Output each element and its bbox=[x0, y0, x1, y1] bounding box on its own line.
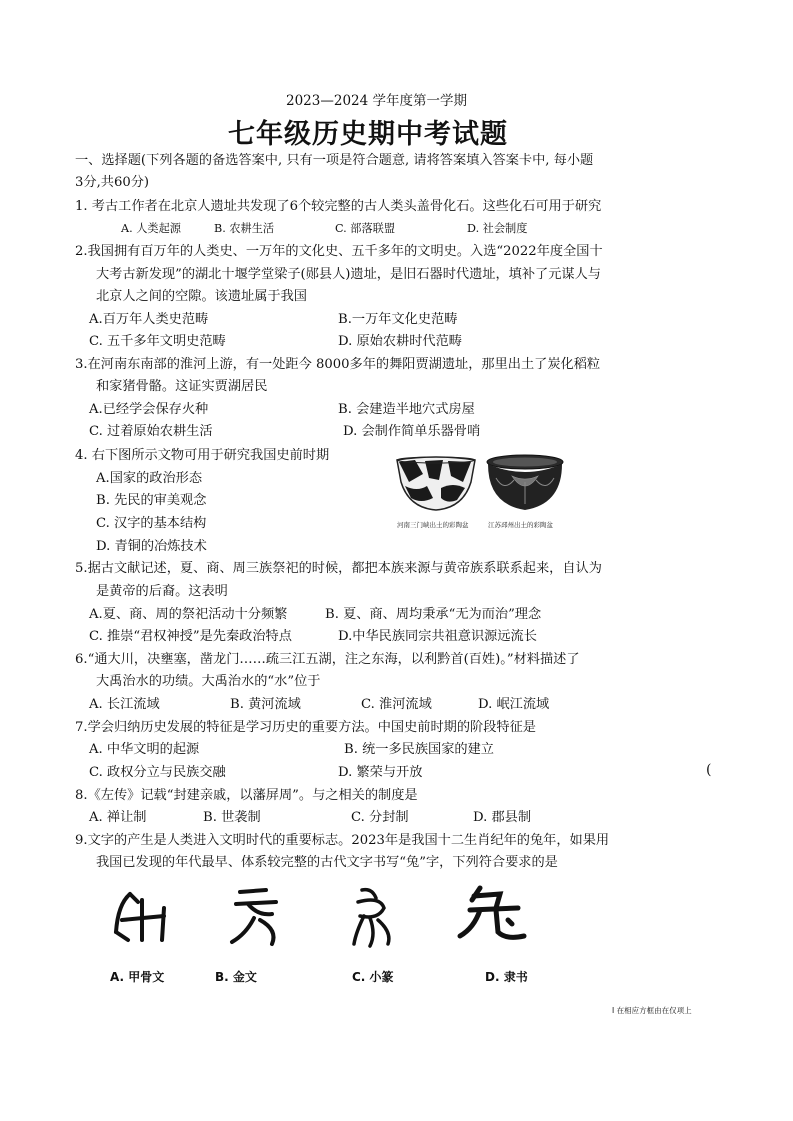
q4-option-c: C. 汉字的基本结构 bbox=[96, 516, 207, 531]
q6-option-a: A. 长江流域 bbox=[89, 697, 160, 712]
q7-option-d: D. 繁荣与开放 bbox=[338, 765, 423, 780]
q5-option-b: B. 夏、商、周均秉承“无为而治”理念 bbox=[325, 607, 542, 622]
q2-option-d: D. 原始农耕时代范畴 bbox=[338, 334, 462, 349]
pottery-basin-1-image bbox=[393, 452, 479, 518]
q1-option-c: C. 部落联盟 bbox=[335, 222, 396, 235]
q6-option-b: B. 黄河流域 bbox=[230, 697, 301, 712]
q5-option-c: C. 推崇“君权神授”是先秦政治特点 bbox=[89, 629, 292, 644]
q1-stem: 1. 考古工作者在北京人遗址共发现了6个较完整的古人类头盖骨化石。这些化石可用于研究 bbox=[75, 199, 602, 214]
q2-stem-line3: 北京人之间的空隙。该遗址属于我国 bbox=[96, 289, 307, 304]
q8-option-a: A. 禅让制 bbox=[89, 810, 147, 825]
rabbit-glyphs-figure bbox=[108, 880, 548, 960]
q7-option-b: B. 统一多民族国家的建立 bbox=[344, 742, 494, 757]
q1-option-a: A. 人类起源 bbox=[121, 222, 181, 235]
q6-stem-line1: 6.“通大川，决壅塞，凿龙门……疏三江五湖，注之东海，以利黔首(百姓)。”材料描述了 bbox=[75, 652, 580, 667]
q8-option-d: D. 郡县制 bbox=[473, 810, 532, 825]
q2-stem-line2: 大考古新发现”的湖北十堰学堂梁子(郧县人)遗址，是旧石器时代遗址，填补了元谋人与 bbox=[96, 267, 601, 282]
q5-stem-line1: 5.据古文献记述，夏、商、周三族祭祀的时候，都把本族来源与黄帝族系联系起来，自认为 bbox=[75, 561, 602, 576]
q8-option-c: C. 分封制 bbox=[351, 810, 409, 825]
section-instruction-line2: 3分,共60分) bbox=[75, 175, 150, 190]
q8-option-b: B. 世袭制 bbox=[203, 810, 261, 825]
q4-option-d: D. 青铜的冶炼技术 bbox=[96, 539, 207, 554]
page-title: 七年级历史期中考试题 bbox=[228, 119, 508, 150]
footer-note: I 在相应方框由在仅项上 bbox=[612, 1006, 692, 1015]
exam-term: 2023—2024 学年度第一学期 bbox=[286, 93, 468, 109]
q6-option-c: C. 淮河流域 bbox=[361, 697, 432, 712]
q2-stem-line1: 2.我国拥有百万年的人类史、一万年的文化史、五千多年的文明史。入选“2022年度全国十 bbox=[75, 244, 603, 259]
q3-option-a: A.已经学会保存火种 bbox=[89, 402, 209, 417]
q1-option-b: B. 农耕生活 bbox=[214, 222, 275, 235]
q9-stem-line1: 9.文字的产生是人类进入文明时代的重要标志。2023年是我国十二生肖纪年的兔年，如果用 bbox=[75, 833, 610, 848]
rabbit-glyph-oracle-icon bbox=[116, 894, 164, 940]
q9-option-c: C. 小篆 bbox=[352, 970, 394, 984]
rabbit-glyph-clerical-icon bbox=[460, 888, 524, 937]
q5-stem-line2: 是黄帝的后裔。这表明 bbox=[96, 584, 228, 599]
q2-option-b: B.一万年文化史范畴 bbox=[338, 312, 458, 327]
q5-option-a: A.夏、商、周的祭祀活动十分频繁 bbox=[89, 607, 288, 622]
q7-option-c: C. 政权分立与民族交融 bbox=[89, 765, 226, 780]
q9-stem-line2: 我国已发现的年代最早、体系较完整的古代文字书写“兔”字，下列符合要求的是 bbox=[96, 855, 558, 870]
q2-option-c: C. 五千多年文明史范畴 bbox=[89, 334, 226, 349]
pottery-caption-1: 河南三门峡出土的彩陶盆 bbox=[397, 521, 469, 529]
rabbit-glyph-seal-icon bbox=[354, 890, 389, 946]
q8-stem: 8.《左传》记载“封建亲戚，以藩屏周”。与之相关的制度是 bbox=[75, 788, 418, 803]
q9-option-b: B. 金文 bbox=[215, 970, 257, 984]
q6-stem-line2: 大禹治水的功绩。大禹治水的“水”位于 bbox=[96, 674, 321, 689]
rabbit-glyph-bronze-icon bbox=[232, 890, 276, 944]
q3-option-c: C. 过着原始农耕生活 bbox=[89, 424, 213, 439]
q4-option-a: A.国家的政治形态 bbox=[96, 471, 203, 486]
q4-stem: 4. 右下图所示文物可用于研究我国史前时期 bbox=[75, 448, 330, 463]
q3-stem-line2: 和家猪骨骼。这证实贾湖居民 bbox=[96, 379, 268, 394]
q5-option-d: D.中华民族同宗共祖意识源远流长 bbox=[338, 629, 537, 644]
q3-option-d: D. 会制作简单乐器骨哨 bbox=[343, 424, 481, 439]
q9-option-a: A. 甲骨文 bbox=[110, 970, 165, 984]
q2-option-a: A.百万年人类史范畴 bbox=[89, 312, 209, 327]
pottery-caption-2: 江苏邳州出土的彩陶盆 bbox=[488, 521, 553, 529]
q3-stem-line1: 3.在河南东南部的淮河上游，有一处距今 8000多年的舞阳贾湖遗址，那里出土了炭化稻粒 bbox=[75, 357, 601, 372]
q9-option-d: D. 隶书 bbox=[485, 970, 528, 984]
margin-parenthesis: ( bbox=[706, 762, 712, 778]
q4-option-b: B. 先民的审美观念 bbox=[96, 493, 207, 508]
q6-option-d: D. 岷江流域 bbox=[478, 697, 550, 712]
pottery-basin-1-icon bbox=[393, 452, 479, 518]
q1-option-d: D. 社会制度 bbox=[467, 222, 528, 235]
q7-option-a: A. 中华文明的起源 bbox=[89, 742, 200, 757]
q3-option-b: B. 会建造半地穴式房屋 bbox=[338, 402, 475, 417]
q7-stem: 7.学会归纳历史发展的特征是学习历史的重要方法。中国史前时期的阶段特征是 bbox=[75, 720, 536, 735]
section-instruction-line1: 一、选择题(下列各题的备选答案中, 只有一项是符合题意, 请将答案填入答案卡中, 每小题 bbox=[75, 153, 594, 168]
rabbit-glyphs-svg bbox=[108, 880, 548, 960]
pottery-basin-2-icon bbox=[484, 452, 566, 518]
pottery-basin-2-image bbox=[484, 452, 566, 518]
